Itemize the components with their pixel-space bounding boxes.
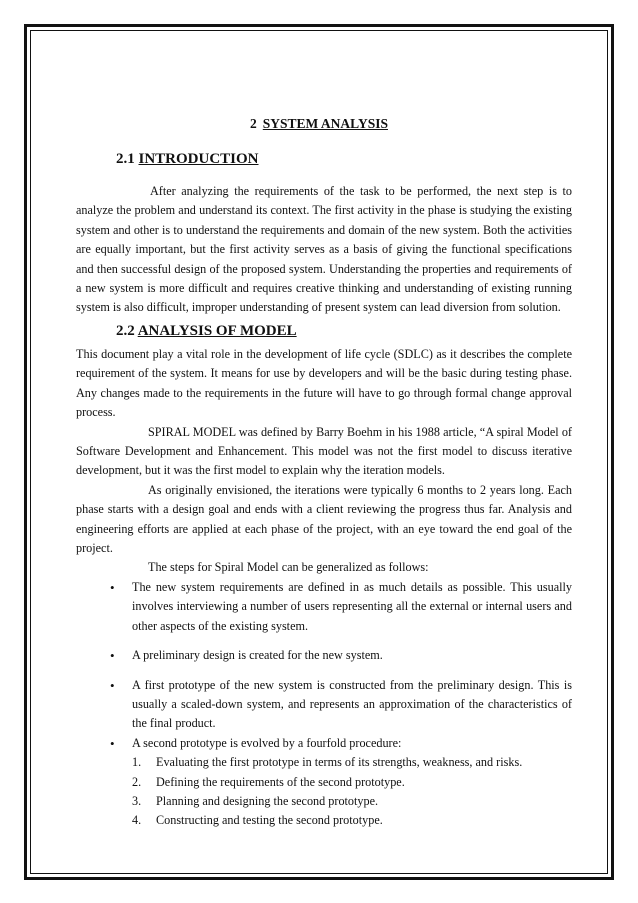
procedure-item: 3. Planning and designing the second prototype. bbox=[132, 793, 379, 808]
analysis-paragraph-3: As originally envisioned, the iterations were typically 6 months to 2 years long. Each phase starts with a design goal and ends with a client reviewing the progress thus far. Analysis and engineering efforts are applied at each phase of the project, with an eye toward the end goal of the project. bbox=[76, 482, 572, 556]
section-number: 2 bbox=[250, 116, 257, 131]
introduction-paragraph: After analyzing the requirements of the task to be performed, the next step is to analyze the problem and understand its context. The first activity in the phase is studying the existing system and other is to understand the requirements and domain of the new system. Both the activities are equally important, but the first activity serves as a basis of giving the functional specifications and then successful design of the proposed system. Understanding the properties and requirements of a new system is more difficult and requires creative thinking and understanding of existing running system is also difficult, improper understanding of present system can lead diversion from solution. bbox=[76, 184, 572, 315]
analysis-block bbox=[76, 345, 572, 831]
procedure-item: 1. Evaluating the first prototype in terms of its strengths, weakness, and risks. bbox=[132, 755, 523, 770]
procedure-list bbox=[132, 753, 572, 831]
heading-introduction bbox=[116, 151, 259, 168]
analysis-paragraph-1: This document play a vital role in the development of life cycle (SDLC) as it describes the complete requirement of the system. It means for use by developers and will be the basic during testing phase. Any changes made to the requirements in the future will have to go through formal change approval process. bbox=[76, 347, 572, 420]
analysis-paragraph-2: SPIRAL MODEL was defined by Barry Boehm in his 1988 article, “A spiral Model of Software Development and Enhancement. This model was not the first model to discuss iterative development, but it was the first model to explain why the iteration models. bbox=[76, 424, 572, 478]
spiral-steps-list bbox=[76, 578, 572, 831]
steps-intro: The steps for Spiral Model can be generalized as follows: bbox=[148, 560, 429, 575]
heading-analysis-title: ANALYSIS OF MODEL bbox=[137, 323, 297, 339]
procedure-item: 2. Defining the requirements of the second prototype. bbox=[132, 774, 405, 789]
page-title bbox=[0, 116, 638, 132]
heading-introduction-number: 2.1 bbox=[116, 151, 135, 167]
heading-introduction-title: INTRODUCTION bbox=[138, 151, 259, 167]
list-item: • A first prototype of the new system is constructed from the preliminary design. This is usually a scaled-down system, and represents an approximation of the characteristics of the final product. bbox=[76, 676, 572, 734]
section-title: SYSTEM ANALYSIS bbox=[262, 116, 388, 131]
list-item-fourfold: • A second prototype is evolved by a fourfold procedure: 1. Evaluating the first prototype in terms of its strengths, weakness, and risks. 2. Defining the requirements of the second prototype. 3. Planning and designing the second prototype. 4. Constructing and testing the second prototype. bbox=[76, 734, 572, 831]
heading-analysis-number: 2.2 bbox=[116, 323, 135, 339]
introduction-block bbox=[76, 182, 572, 318]
list-item: • A preliminary design is created for the new system. bbox=[76, 646, 572, 665]
procedure-item: 4. Constructing and testing the second prototype. bbox=[132, 813, 383, 828]
list-item: • The new system requirements are defined in as much details as possible. This usually involves interviewing a number of users representing all the external or internal users and other aspects of the existing system. bbox=[76, 578, 572, 636]
heading-analysis bbox=[116, 323, 297, 340]
